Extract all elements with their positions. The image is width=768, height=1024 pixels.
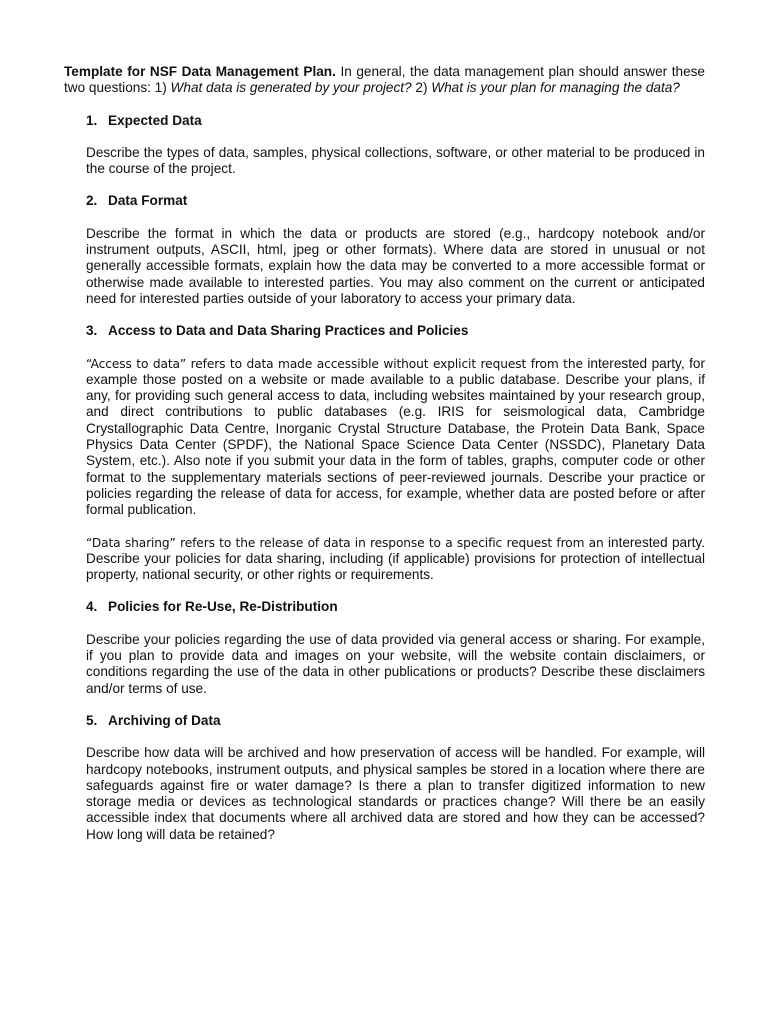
intro-text-1: In general, the data management plan should answer these two questions: 1) (64, 64, 705, 96)
section-number: 1. (86, 112, 98, 128)
section-paragraph: Describe the format in which the data or products are stored (e.g., hardcopy notebook and/or instrument outputs, ASCII, html, jpeg or other formats). Where data are stored in unusual or not generally accessible formats, explain how the data may be converted to a more accessible format or otherwise made available to interested parties. You may also comment on the current or anticipated need for interested parties outside of your laboratory to access your primary data. (86, 225, 705, 306)
section-number: 4. (86, 599, 98, 615)
section-number: 2. (86, 193, 98, 209)
section-title: Archiving of Data (108, 712, 221, 728)
section-heading-expected-data (86, 113, 705, 129)
section-paragraph-data-sharing (86, 535, 705, 584)
section-paragraph: Describe how data will be archived and how preservation of access will be handled. For example, will hardcopy notebooks, instrument outputs, and physical samples be stored in a location where there are safeguards against fire or water damage? Is there a plan to transfer digitized information to new storage media or devices as technological standards or practices change? Will there be an easily accessible index that documents where all archived data are stored and how they can be accessed? How long will data be retained? (86, 745, 705, 842)
section-heading-data-format (86, 193, 705, 209)
document-page (64, 64, 705, 859)
data-sharing-definition: “Data sharing” refers to the release of data in response to a specific request from an (86, 535, 604, 550)
section-title: Data Format (108, 193, 188, 209)
section-heading-access-to-data (86, 323, 705, 339)
section-paragraph-access-to-data (86, 356, 705, 519)
section-title: Expected Data (108, 112, 202, 128)
section-number: 3. (86, 323, 98, 339)
intro-text-2: 2) (411, 80, 432, 96)
access-to-data-body: interested party, for example those posted on a website or made available to a public database. Describe your plans, if any, for providing such general access to data, including websites maintained by your research group, and direct contributions to public databases (e.g. IRIS for seismological data, Cambridge Crystallographic Data Centre, Inorganic Crystal Structure Database, the Protein Data Bank, Space Physics Data Center (SPDF), the National Space Science Data Center (NSSDC), Planetary Data System, etc.). Also note if you submit your data in the form of tables, graphs, computer code or other format to the supplementary materials sections of peer-reviewed journals. Describe your practice or policies regarding the release of data for access, for example, whether data are posted before or after formal publication. (86, 355, 705, 518)
intro-paragraph (64, 64, 705, 97)
section-title: Access to Data and Data Sharing Practices and Policies (108, 323, 469, 339)
section-heading-archiving (86, 713, 705, 729)
intro-question-1: What data is generated by your project? (170, 80, 412, 96)
intro-question-2: What is your plan for managing the data? (431, 80, 680, 96)
section-number: 5. (86, 712, 98, 728)
data-sharing-body: interested party. Describe your policies for data sharing, including (if applicable) provisions for protection of intellectual property, national security, or other rights or requirements. (86, 534, 705, 583)
access-to-data-definition: “Access to data” refers to data made accessible without explicit request from the (86, 356, 583, 371)
section-title: Policies for Re-Use, Re-Distribution (108, 599, 338, 615)
section-heading-re-use (86, 599, 705, 615)
section-paragraph: Describe the types of data, samples, physical collections, software, or other material to be produced in the course of the project. (86, 144, 705, 177)
section-paragraph: Describe your policies regarding the use of data provided via general access or sharing. For example, if you plan to provide data and images on your website, will the website contain disclaimers, or conditions regarding the use of the data in other publications or products? Describe these disclaimers and/or terms of use. (86, 631, 705, 696)
document-title: Template for NSF Data Management Plan. (64, 64, 336, 79)
